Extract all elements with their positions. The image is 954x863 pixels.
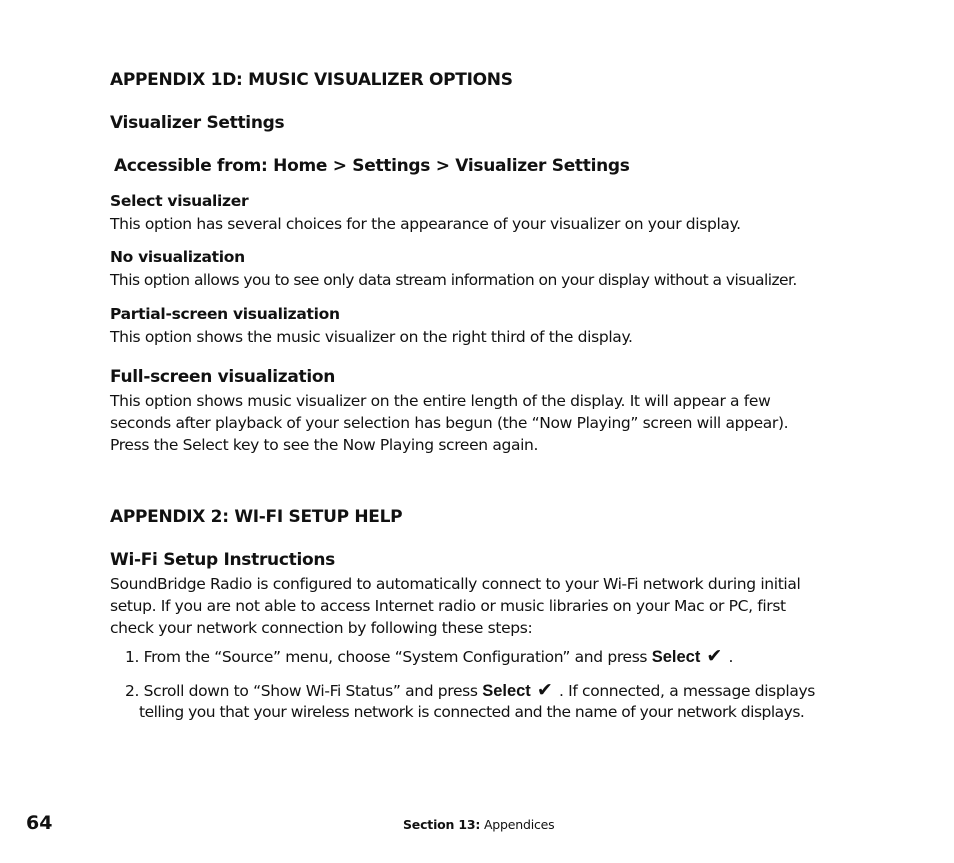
visualizer-settings-subtitle: Visualizer Settings	[110, 113, 285, 133]
appendix-2-title: APPENDIX 2: WI-FI SETUP HELP	[110, 507, 403, 527]
step-1-suffix: .	[723, 648, 734, 666]
full-screen-heading: Full-screen visualization	[110, 367, 336, 387]
appendix-1d-title: APPENDIX 1D: MUSIC VISUALIZER OPTIONS	[110, 70, 513, 90]
wifi-setup-subtitle: Wi-Fi Setup Instructions	[110, 550, 335, 570]
page-number: 64	[26, 812, 53, 834]
checkmark-icon: ✔	[706, 645, 722, 667]
partial-screen-heading: Partial-screen visualization	[110, 305, 340, 323]
accessible-from-path: Accessible from: Home > Settings > Visualizer Settings	[114, 156, 630, 176]
partial-screen-text: This option shows the music visualizer on the right third of the display.	[110, 328, 633, 346]
step-1	[125, 645, 733, 668]
step-1-text: 1. From the “Source” menu, choose “System Configuration” and press	[125, 648, 652, 666]
wifi-intro-line-1: SoundBridge Radio is configured to automatically connect to your Wi-Fi network during initial	[110, 575, 801, 593]
full-screen-text-line-3: Press the Select key to see the Now Playing screen again.	[110, 436, 539, 454]
step-2-text: 2. Scroll down to “Show Wi-Fi Status” and press	[125, 682, 483, 700]
full-screen-text-line-2: seconds after playback of your selection has begun (the “Now Playing” screen will appear).	[110, 414, 789, 432]
wifi-intro-line-3: check your network connection by following these steps:	[110, 619, 533, 637]
footer-section-label: Section 13:	[403, 817, 481, 832]
select-key-label: Select	[651, 648, 701, 666]
full-screen-text-line-1: This option shows music visualizer on the entire length of the display. It will appear a few	[110, 392, 771, 410]
footer-section-name: Appendices	[480, 817, 555, 832]
wifi-intro-line-2: setup. If you are not able to access Internet radio or music libraries on your Mac or PC, first	[110, 597, 786, 615]
select-key-label: Select	[482, 682, 531, 700]
no-visualization-heading: No visualization	[110, 248, 245, 266]
select-visualizer-text: This option has several choices for the appearance of your visualizer on your display.	[110, 215, 741, 233]
step-2-line-2: telling you that your wireless network is connected and the name of your network displays.	[139, 703, 805, 721]
step-2-suffix: . If connected, a message displays	[554, 682, 816, 700]
footer-section	[403, 817, 554, 832]
no-visualization-text: This option allows you to see only data stream information on your display without a visualizer.	[110, 271, 797, 289]
step-2	[125, 679, 815, 702]
select-visualizer-heading: Select visualizer	[110, 192, 249, 210]
checkmark-icon: ✔	[536, 679, 553, 701]
